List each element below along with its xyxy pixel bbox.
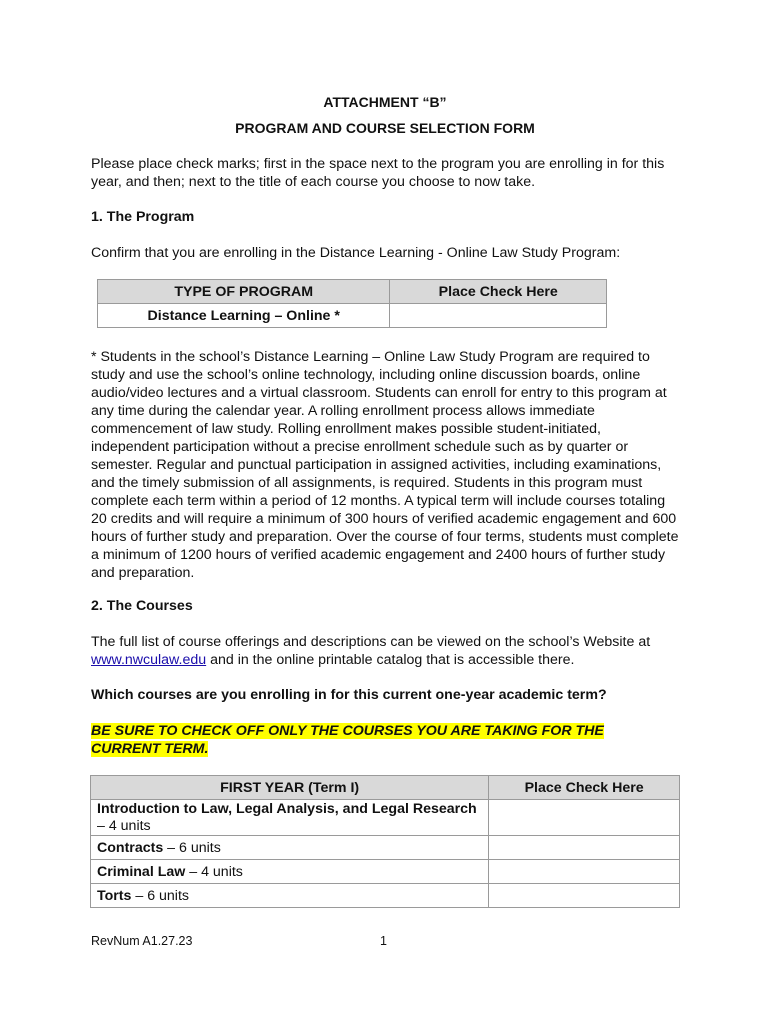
course-name: Torts xyxy=(97,887,132,904)
course-list-text xyxy=(91,633,681,669)
program-type-header: TYPE OF PROGRAM xyxy=(98,280,390,304)
course-name: Introduction to Law, Legal Analysis, and Legal Research xyxy=(97,800,477,817)
warning-line-1: BE SURE TO CHECK OFF ONLY THE COURSES YOU ARE TAKING FOR THE xyxy=(91,723,604,739)
course-units: – 6 units xyxy=(131,887,189,904)
attachment-title: ATTACHMENT “B” xyxy=(323,94,447,110)
program-name-cell: Distance Learning – Online * xyxy=(98,304,390,328)
course-row xyxy=(91,860,680,884)
program-check-cell[interactable] xyxy=(390,304,607,328)
intro-paragraph: Please place check marks; first in the space next to the program you are enrolling in for this year, and then; next to the title of each course you choose to now take. xyxy=(91,156,665,190)
course-check-cell[interactable] xyxy=(489,884,680,908)
form-title: PROGRAM AND COURSE SELECTION FORM xyxy=(235,120,535,136)
course-check-cell[interactable] xyxy=(489,836,680,860)
course-list-text-before: The full list of course offerings and descriptions can be viewed on the school’s Website at xyxy=(91,634,651,650)
course-cell xyxy=(91,884,489,908)
course-cell xyxy=(91,836,489,860)
program-check-header: Place Check Here xyxy=(390,280,607,304)
program-note: * Students in the school’s Distance Learning – Online Law Study Program are required to study and use the school’s online technology, including online discussion boards, online audio/video lectures and a virtual classroom. Students can enroll for entry to this program at any time during the calendar year. A rolling enrollment process allows immediate commencement of law study. Rolling enrollment makes possible student-initiated, independent participation without a precise enrollment schedule such as by quarter or semester. Regular and punctual participation in assigned activities, including examinations, and the timely submission of all assignments, is required. Students in this program must complete each term within a period of 12 months. A typical term will include courses totaling 20 credits and will require a minimum of 300 hours of verified academic engagement and 600 hours of further study and preparation. Over the course of four terms, students must complete a minimum of 1200 hours of verified academic engagement and 2400 hours of further study and preparation. xyxy=(91,349,679,581)
section-heading-courses: 2. The Courses xyxy=(91,598,193,614)
course-row xyxy=(91,884,680,908)
course-list-text-after: and in the online printable catalog that is accessible there. xyxy=(206,652,575,668)
course-units: – 4 units xyxy=(97,817,151,834)
page-number: 1 xyxy=(380,934,387,948)
course-row xyxy=(91,836,680,860)
course-table xyxy=(90,775,680,908)
program-confirm-text: Confirm that you are enrolling in the Distance Learning - Online Law Study Program: xyxy=(91,245,621,261)
section-heading-program: 1. The Program xyxy=(91,209,195,225)
course-check-header: Place Check Here xyxy=(489,776,680,800)
program-table xyxy=(97,279,607,328)
warning-block xyxy=(91,722,604,758)
course-name: Criminal Law xyxy=(97,863,186,880)
course-row xyxy=(91,800,680,836)
course-name: Contracts xyxy=(97,839,164,856)
revision-number: RevNum A1.27.23 xyxy=(91,934,193,948)
course-check-cell[interactable] xyxy=(489,860,680,884)
term-header: FIRST YEAR (Term I) xyxy=(91,776,489,800)
course-check-cell[interactable] xyxy=(489,800,680,836)
website-link[interactable]: www.nwculaw.edu xyxy=(91,652,207,668)
warning-line-2: CURRENT TERM. xyxy=(91,741,209,757)
course-cell xyxy=(91,860,489,884)
course-units: – 6 units xyxy=(163,839,221,856)
course-units: – 4 units xyxy=(185,863,243,880)
course-question: Which courses are you enrolling in for this current one-year academic term? xyxy=(91,687,607,703)
course-cell xyxy=(91,800,489,836)
